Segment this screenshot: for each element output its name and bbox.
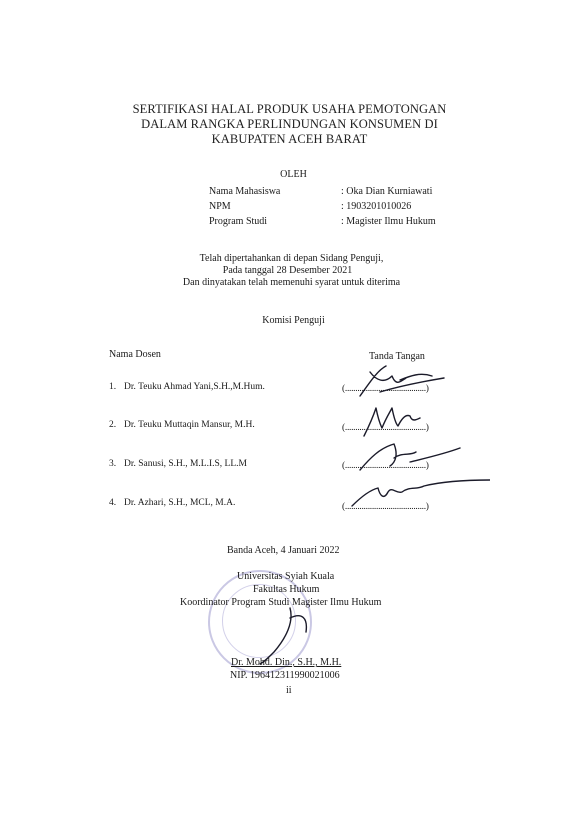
signature-2	[364, 408, 420, 436]
student-value-npm: : 1903201010026	[341, 201, 412, 212]
defense-line-3: Dan dinyatakan telah memenuhi syarat untuk diterima	[182, 277, 401, 288]
signature-line: (.......................................)	[342, 423, 429, 433]
student-label-program: Program Studi	[209, 216, 268, 227]
coordinator-name: Dr. Mohd. Din., S.H., M.H.	[231, 657, 342, 668]
signature-line: (.......................................)	[342, 384, 429, 394]
signature-4	[352, 480, 490, 506]
examiner-name: Dr. Azhari, S.H., MCL, M.A.	[124, 498, 236, 508]
student-value-program: : Magister Ilmu Hukum	[341, 216, 436, 227]
signature-3	[360, 444, 460, 470]
examiner-number: 3.	[109, 459, 117, 469]
committee-heading: Komisi Penguji	[262, 315, 325, 326]
thesis-title-line-3: KABUPATEN ACEH BARAT	[211, 132, 368, 146]
thesis-title-line-2: DALAM RANGKA PERLINDUNGAN KONSUMEN DI	[141, 117, 438, 131]
signature-1	[360, 366, 444, 396]
student-value-name: : Oka Dian Kurniawati	[341, 186, 433, 197]
signature-line: (.......................................)	[342, 461, 429, 471]
student-label-name: Nama Mahasiswa	[209, 186, 281, 197]
page-number: ii	[286, 685, 292, 696]
student-label-npm: NPM	[209, 201, 231, 212]
coordinator-nip: NIP. 196412311990021006	[230, 670, 340, 681]
examiner-name: Dr. Teuku Muttaqin Mansur, M.H.	[124, 420, 255, 430]
examiner-number: 2.	[109, 420, 117, 430]
place-date: Banda Aceh, 4 Januari 2022	[227, 545, 340, 556]
defense-line-1: Telah dipertahankan di depan Sidang Penguji,	[199, 253, 384, 264]
examiner-number: 4.	[109, 498, 117, 508]
thesis-title-line-1: SERTIFIKASI HALAL PRODUK USAHA PEMOTONGAN	[132, 102, 447, 116]
header-signature: Tanda Tangan	[369, 351, 425, 362]
examiner-number: 1.	[109, 382, 117, 392]
faculty-name: Fakultas Hukum	[253, 584, 320, 595]
oleh-label: OLEH	[280, 169, 307, 180]
header-lecturer-name: Nama Dosen	[109, 349, 161, 360]
examiner-name: Dr. Sanusi, S.H., M.L.I.S, LL.M	[124, 459, 247, 469]
signature-line: (.......................................)	[342, 502, 429, 512]
examiner-name: Dr. Teuku Ahmad Yani,S.H.,M.Hum.	[124, 382, 265, 392]
coordinator-role: Koordinator Program Studi Magister Ilmu Hukum	[180, 597, 382, 608]
university-name: Universitas Syiah Kuala	[237, 571, 335, 582]
defense-line-2: Pada tanggal 28 Desember 2021	[222, 265, 353, 276]
examiner-signatures	[340, 362, 490, 522]
